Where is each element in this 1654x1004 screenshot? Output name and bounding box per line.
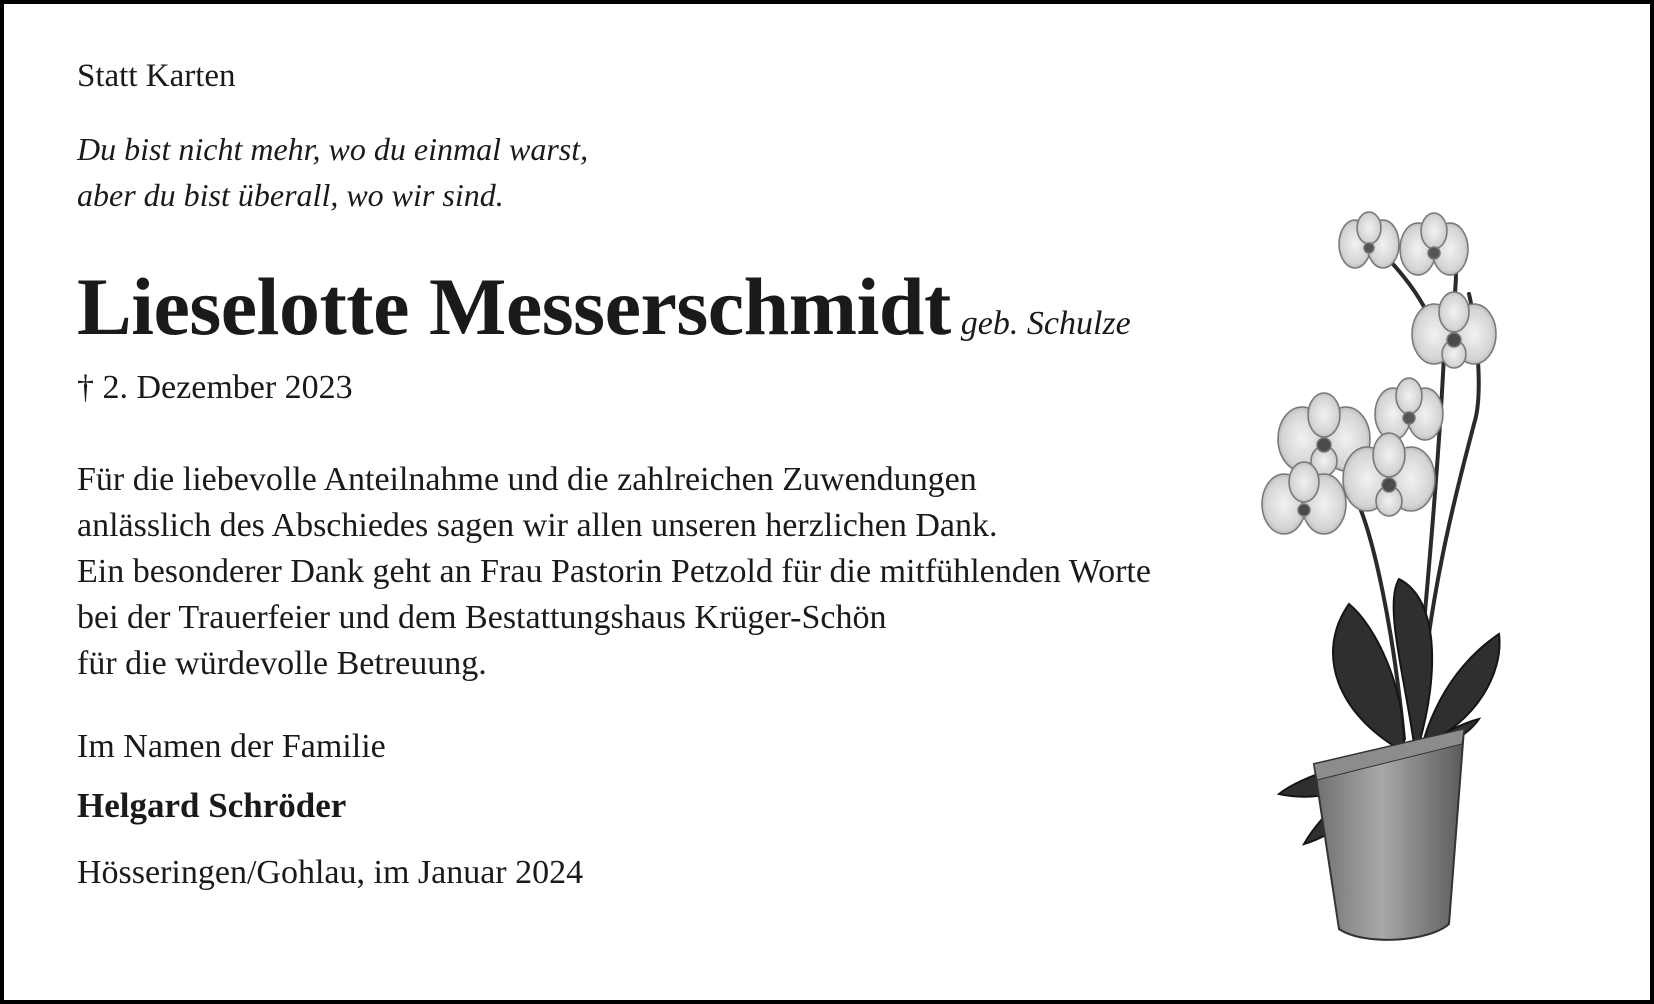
signer-name: Helgard Schröder	[77, 786, 347, 825]
verse	[77, 126, 588, 218]
thanks-line: Für die liebevolle Anteilnahme und die zahlreichen Zuwendungen	[77, 461, 977, 498]
orchid-in-pot-icon	[1254, 204, 1554, 944]
death-date: † 2. Dezember 2023	[77, 369, 353, 406]
thanks-line: für die würdevolle Betreuung.	[77, 645, 487, 682]
birth-name: geb. Schulze	[960, 305, 1131, 342]
thanks-text	[77, 457, 1151, 687]
thanks-line: anlässlich des Abschiedes sagen wir allen unseren herzlichen Dank.	[77, 507, 998, 544]
place-date: Hösseringen/Gohlau, im Januar 2024	[77, 854, 584, 891]
intro-text: Statt Karten	[77, 58, 236, 94]
thanks-line: bei der Trauerfeier und dem Bestattungshaus Krüger-Schön	[77, 599, 887, 636]
thanks-line: Ein besonderer Dank geht an Frau Pastorin Petzold für die mitfühlenden Worte	[77, 553, 1151, 590]
deceased-name: Lieselotte Messerschmidt	[77, 261, 951, 352]
family-intro: Im Namen der Familie	[77, 728, 386, 765]
verse-line: aber du bist überall, wo wir sind.	[77, 177, 504, 213]
name-line	[77, 260, 1131, 354]
verse-line: Du bist nicht mehr, wo du einmal warst,	[77, 131, 589, 167]
